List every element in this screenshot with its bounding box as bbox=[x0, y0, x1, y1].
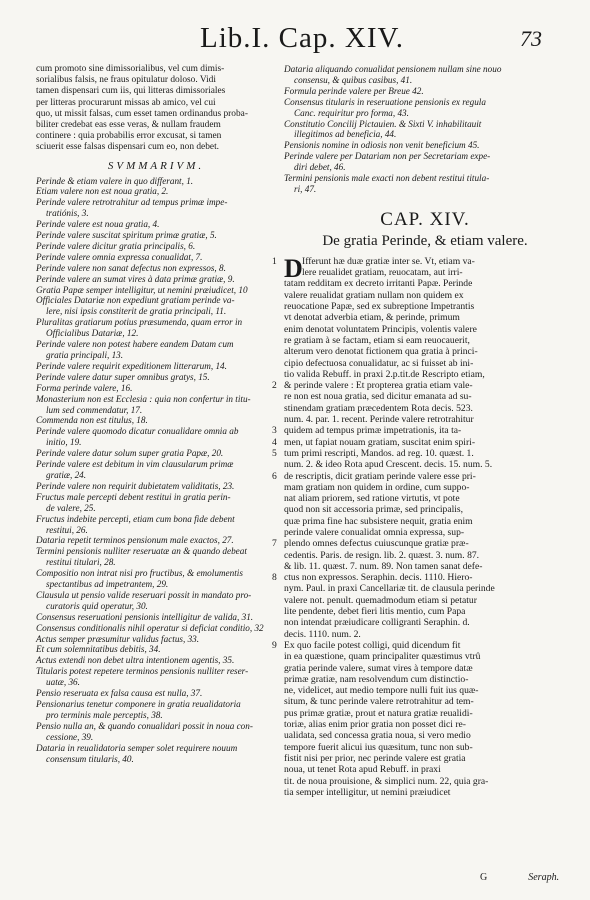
margin-number: 6 bbox=[272, 470, 277, 482]
summary-entry: Officialibus Datariæ, 12. bbox=[46, 328, 139, 339]
body-line: cedentis. Paris. de resign. lib. 2. quæst. 3. num. 87. bbox=[284, 549, 480, 561]
body-line: tia semper intelligitur, ut nemini præiudicet bbox=[284, 786, 451, 798]
body-line: ctus non expressos. Seraphin. decis. 1110. Hiero- 8 bbox=[272, 572, 473, 584]
body-line: toriæ, alias enim prior gratia non posset dici re- bbox=[284, 719, 466, 731]
summary-heading: SVMMARIVM. bbox=[107, 159, 205, 172]
body-line: ne, videlicet, aut medio tempore nulli fuit ius quæ- bbox=[284, 685, 479, 697]
body-line: lite pendente, debet fieri litis mentio, cum Papa bbox=[284, 606, 466, 618]
summary-entry: Perinde valere requirit expeditionem litterarum, 14. bbox=[36, 360, 227, 371]
summary-entry: consensu, & quibus casibus, 41. bbox=[294, 74, 413, 85]
body-line: men, ut fapiat nouam gratiam, suscitat enim spiri- 4 bbox=[272, 436, 476, 448]
summary-entry: Actus semper præsumitur validus factus, 33. bbox=[36, 633, 200, 644]
summary-entry: Commenda non est titulus, 18. bbox=[36, 415, 148, 426]
body-line: pus primæ gratiæ, prout et natura gratiæ reualidi- bbox=[284, 707, 473, 719]
margin-number: 3 bbox=[272, 425, 277, 437]
body-line: num. 2. & ideo Rota apud Crescent. decis. 15. num. 5. bbox=[284, 459, 493, 471]
summary-entry: Perinde valere est noua gratia, 4. bbox=[36, 219, 160, 230]
summary-entry: Pensio nulla an, & quando conualidari possit in noua con- bbox=[36, 720, 253, 731]
body-line: ualidata, sed concessa gratia noua, si vero medio bbox=[284, 730, 471, 742]
summary-entry: Perinde valere non sanat defectus non expressos, 8. bbox=[36, 262, 226, 273]
summary-entry: Pensio reseruata ex falsa causa est nulla, 37. bbox=[36, 688, 203, 699]
body-line: stinendam gratiam præcedentem Rota decis. 523. bbox=[284, 402, 473, 414]
running-title: Lib.I. Cap. XIV. bbox=[200, 22, 404, 54]
text-line: sorialibus falsis, ne fraus opitulatur doloso. Vidi bbox=[36, 75, 216, 86]
summary-entry: Gratia Papæ semper intelligitur, ut nemini præiudicet, 10 bbox=[36, 284, 248, 295]
summary-entry: Consensus conditionalis nihil operatur si deficiat conditio, 32 bbox=[36, 622, 264, 633]
body-line: fistit nisi per prior, nec perinde valere est gratia bbox=[284, 752, 466, 764]
summary-entry: Perinde & etiam valere in quo differant, 1. bbox=[36, 175, 194, 186]
summary-entry: Actus extendi non debet ultra intentionem agentis, 35. bbox=[36, 655, 235, 666]
body-line: in ea quæstione, quam principaliter quæstimus vtrû bbox=[284, 651, 481, 663]
summary-entry: Perinde valere an sumat vires à data primæ gratiæ, 9. bbox=[36, 273, 235, 284]
summary-entry: Perinde valere est debitum in vim clausularum primæ bbox=[36, 459, 234, 470]
body-line: quod non sit accessoria primæ, sed principalis, bbox=[284, 504, 464, 516]
left-column bbox=[36, 64, 276, 764]
body-line: & perinde valere : Et propterea gratia etiam vale- 2 bbox=[272, 380, 473, 392]
body-line: valere reualidat gratiam nullam non quidem ex bbox=[284, 289, 464, 301]
body-line: quidem ad tempus primæ impetrationis, ita ta- 3 bbox=[272, 425, 462, 437]
summary-entry: cessione, 39. bbox=[46, 731, 94, 742]
body-line: lere reualidet gratiam, reuocatam, aut irri- bbox=[302, 267, 463, 279]
summary-entry: Dataria aliquando conualidat pensionem nullam sine nouo bbox=[284, 64, 502, 74]
summary-entry: Dataria repetit terminos pensionum male exactos, 27. bbox=[36, 535, 234, 546]
body-line: tum primi rescripti, Mandos. ad reg. 10. quæst. 1. 5 bbox=[272, 447, 474, 459]
chapter-body bbox=[272, 253, 566, 798]
summary-entry: de valere, 25. bbox=[46, 502, 96, 513]
text-line: tamen dispensari cum iis, qui litteras dimissoriales bbox=[36, 86, 226, 97]
body-line: tatam redditam ex decreto irritanti Papæ. Perinde bbox=[284, 278, 473, 290]
summary-entry: Perinde valere retrotrahitur ad tempus primæ impe- bbox=[36, 197, 228, 208]
summary-entry: Clausula ut pensio valide reseruari possit in mandato pro- bbox=[36, 589, 252, 600]
text-line: biliter credebat eas esse veras, & nullam fraudem bbox=[36, 119, 221, 130]
page-footer bbox=[480, 872, 559, 883]
margin-number: 1 bbox=[272, 255, 277, 267]
margin-number: 7 bbox=[272, 538, 277, 550]
body-line: mam gratiam non quidem in ordine, cum suppo- bbox=[284, 481, 470, 493]
summary-entry: Formula perinde valere per Breue 42. bbox=[284, 85, 424, 96]
summary-list bbox=[36, 176, 276, 765]
body-line: quæ prima fine hac subsistere nequit, gratia enim bbox=[284, 515, 473, 527]
body-line: tit. de noua prouisione, & simplici num. 22, quia gra- bbox=[284, 775, 489, 787]
margin-number: 4 bbox=[272, 436, 277, 448]
text-line: per litteras procurarunt missas ab amico, vel cui bbox=[36, 97, 216, 108]
body-line: cipio defectuosa conualidatur, ac si fuisset ab ini- bbox=[284, 357, 474, 369]
text-line: quo, ut missit falsas, cum esset tamen ordinandus proba- bbox=[36, 108, 248, 119]
continued-text bbox=[36, 64, 276, 154]
summary-entry: lum sed commendatur, 17. bbox=[46, 404, 143, 415]
body-line: Ex quo facile potest colligi, quid dicendum fit 9 bbox=[272, 639, 461, 651]
text-line: cum promoto sine dimissorialibus, vel cum dimis- bbox=[36, 64, 225, 74]
summary-entry: Perinde valere omnia expressa conualidat, 7. bbox=[36, 251, 203, 262]
catchword: Seraph. bbox=[528, 872, 560, 883]
summary-entry: Perinde valere datur solum super gratia Papæ, 20. bbox=[36, 448, 224, 459]
margin-number: 9 bbox=[272, 639, 277, 651]
summary-entry: Pensionis nomine in odiosis non venit beneficium 45. bbox=[284, 140, 480, 151]
body-line: de rescriptis, dicit gratiam perinde valere esse pri- 6 bbox=[272, 470, 476, 482]
summary-entry: lere, nisi ipsis constiterit de gratia principali, 11. bbox=[46, 306, 227, 317]
summary-entry: Dataria in reualidatoria semper solet requirere nouum bbox=[36, 742, 238, 753]
chapter-subtitle: De gratia Perinde, & etiam valere. bbox=[322, 232, 528, 249]
body-line: num. 4. par. 1. recent. Perinde valere retrotrahitur bbox=[284, 414, 474, 426]
chapter-title: CAP. XIV. bbox=[380, 208, 470, 230]
summary-entry: Perinde valere non requirit dubietatem validitatis, 23. bbox=[36, 480, 235, 491]
summary-entry: Termini pensionis nulliter reseruatæ an & quando debeat bbox=[36, 546, 247, 557]
summary-entry: tratiónis, 3. bbox=[46, 208, 89, 219]
summary-entry: restitui, 26. bbox=[46, 524, 88, 535]
body-line: nym. Paul. in praxi Cancellariæ tit. de clausula perinde bbox=[284, 583, 495, 595]
body-line: perinde valere conualidat omnia expressa, sup- bbox=[284, 527, 465, 538]
summary-entry: gratia principali, 13. bbox=[46, 350, 124, 360]
page-number: 73 bbox=[520, 26, 542, 51]
body-line: alterum vero denotat fictionem qua gratia à princi- bbox=[284, 346, 478, 358]
body-line: & lib. 11. quæst. 7. num. 89. Non tamen sanat defe- bbox=[284, 560, 483, 572]
margin-number: 2 bbox=[272, 380, 277, 392]
summary-entry: Perinde valere per Datariam non per Secretariam expe- bbox=[284, 151, 491, 162]
summary-entry: spectantibus ad impetrantem, 29. bbox=[46, 579, 169, 590]
summary-entry: restitui titulari, 28. bbox=[46, 557, 116, 568]
summary-entry: curatoris quid operatur, 30. bbox=[46, 600, 148, 611]
summary-entry: Termini pensionis male exacti non debent restitui titula- bbox=[284, 173, 490, 184]
summary-entry: Et cum solemnitatibus debitis, 34. bbox=[36, 644, 161, 655]
body-line: situm, & tunc perinde valere retrotrahitur ad tem- bbox=[284, 696, 474, 708]
summary-entry: Perinde valere suscitat spiritum primæ gratiæ, 5. bbox=[36, 230, 217, 241]
margin-number: 8 bbox=[272, 572, 277, 584]
summary-entry: Fructus indebite percepti, etiam cum bona fide debent bbox=[36, 513, 235, 524]
body-line: re gratiam à se factam, etiam si eam reuocauerit, bbox=[284, 334, 470, 346]
summary-entry: illegitimos ad beneficia, 44. bbox=[294, 129, 397, 140]
body-line: decis. 1110. num. 2. bbox=[284, 628, 361, 640]
summary-entry: initio, 19. bbox=[46, 437, 82, 448]
text-line: continere : quia probabilis error excusat, si tamen bbox=[36, 131, 222, 142]
summary-entry: Perinde valere quomodo dicatur conualidare omnia ab bbox=[36, 426, 239, 437]
summary-entry: diri debet, 46. bbox=[294, 162, 346, 173]
summary-entry: Pluralitas gratiarum potius præsumenda, quam error in bbox=[36, 317, 243, 328]
summary-entry: Pensionarius tenetur componere in gratia reualidatoria bbox=[36, 699, 241, 709]
summary-entry: Perinde valere dicitur gratia principalis, 6. bbox=[36, 240, 196, 251]
summary-continued bbox=[284, 64, 566, 195]
right-column bbox=[272, 64, 566, 798]
summary-entry: Constitutio Concilij Pictauien. & Sixti V. inhabilitauit bbox=[284, 118, 482, 129]
summary-entry: Perinde valere datur super omnibus gratys, 15. bbox=[36, 371, 210, 382]
summary-entry: Consensus reseruationi pensionis intelligitur de valida, 31. bbox=[36, 611, 254, 622]
body-line: tio valida Rebuff. in praxi 2.p.tit.de Rescripto etiam, bbox=[284, 368, 485, 380]
summary-entry: gratiæ, 24. bbox=[46, 469, 87, 480]
body-line: nat aliam priorem, sed ratione virtutis, vt pote bbox=[284, 493, 460, 505]
body-line: valere not. penult. quemadmodum etiam si petatur bbox=[284, 594, 477, 606]
body-line: vt denotat adverbia etiam, & perinde, primum bbox=[284, 312, 460, 324]
summary-entry: Perinde valere non potest habere eandem Datam cum bbox=[36, 339, 234, 350]
signature-mark: G bbox=[480, 872, 488, 883]
summary-entry: Etiam valere non est noua gratia, 2. bbox=[36, 186, 169, 197]
running-header bbox=[0, 14, 590, 64]
summary-entry: Fructus male percepti debent restitui in gratia perin- bbox=[36, 491, 231, 502]
body-line: tempore fuerit alicui ius quæsitum, tunc non sub- bbox=[284, 741, 473, 753]
body-line: Ifferunt hæ duæ gratiæ inter se. Vt, etiam va- 1 bbox=[272, 255, 475, 267]
summary-entry: pro terminis male perceptis, 38. bbox=[46, 709, 163, 720]
body-line: non intendat præiudicare colligranti Seraphin. d. bbox=[284, 617, 470, 629]
drop-capital: D bbox=[284, 253, 303, 283]
body-line: re non est noua gratia, sed dicitur emanata ad su- bbox=[284, 391, 472, 403]
body-line: noua, ut tenet Rota apud Rebuff. in praxi bbox=[284, 764, 441, 776]
body-line: reuocatione Papæ, sed ex subreptione Impetrantis bbox=[284, 301, 475, 313]
body-line: primæ gratiæ, nam resolvendum cum distinctio- bbox=[284, 673, 469, 685]
summary-entry: consensum titularis, 40. bbox=[46, 753, 134, 764]
body-line: plendo omnes defectus cuiuscunque gratiæ præ- 7 bbox=[272, 538, 469, 550]
summary-entry: Compositio non intrat nisi pro fructibus, & emolumentis bbox=[36, 568, 243, 579]
summary-entry: uatæ, 36. bbox=[46, 677, 80, 688]
summary-entry: Titularis potest repetere terminos pensionis nulliter reser- bbox=[36, 666, 249, 677]
opening-lines bbox=[272, 253, 566, 798]
summary-entry: Consensus titularis in reseruatione pensionis ex regula bbox=[284, 96, 486, 107]
summary-entry: Forma perinde valere, 16. bbox=[36, 382, 133, 393]
body-line: gratia perinde valere, sumat vires à tempore datæ bbox=[284, 662, 473, 674]
summary-entry: ri, 47. bbox=[294, 183, 317, 194]
summary-entry: Monasterium non est Ecclesia : quia non confertur in titu- bbox=[36, 393, 251, 404]
body-line: enim denotat voluntatem Principis, volentis valere bbox=[284, 323, 477, 335]
margin-number: 5 bbox=[272, 447, 277, 459]
summary-entry: Canc. requiritur pro forma, 43. bbox=[294, 107, 409, 118]
summary-entry: Officiales Datariæ non expediunt gratiam perinde va- bbox=[36, 295, 235, 306]
text-line: sciuerit esse falsas dispensari cum eo, non debet. bbox=[36, 142, 220, 153]
